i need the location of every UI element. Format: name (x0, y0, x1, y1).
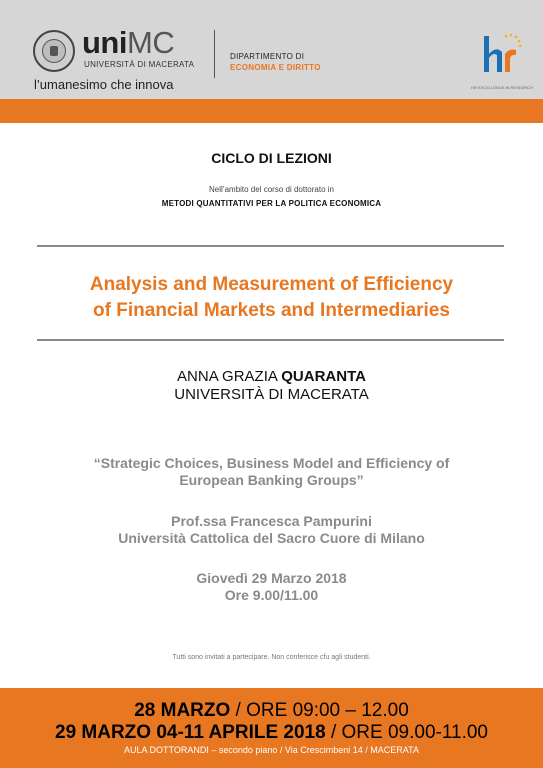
speaker-first-name: ANNA GRAZIA (177, 368, 278, 385)
header-banner (0, 0, 543, 99)
speaker-name (0, 368, 543, 385)
logo-bold-part: uni (82, 25, 127, 60)
program-name: METODI QUANTITATIVI PER LA POLITICA ECONOMICA (161, 199, 382, 208)
department-label: DIPARTIMENTO DI (230, 52, 305, 61)
divider-top (37, 245, 504, 247)
unimc-logo (82, 27, 174, 59)
guest-talk-title-line2: European Banking Groups” (179, 472, 364, 488)
series-heading: CICLO DI LEZIONI (211, 150, 332, 166)
guest-speaker-name: Prof.ssa Francesca Pampurini (171, 513, 372, 529)
schedule-line1-time: / ORE 09:00 – 12.00 (230, 700, 409, 721)
seal-figure (50, 46, 58, 56)
invitation-note: Tutti sono invitati a partecipare. Non conferisce cfu agli studenti. (172, 654, 371, 661)
department-name: ECONOMIA E DIRITTO (230, 63, 321, 72)
guest-talk-time: Ore 9.00/11.00 (224, 587, 319, 603)
hr-excellence-logo-icon (476, 30, 526, 78)
venue-text: AULA DOTTORANDI – secondo piano / Via Crescimbeni 14 / MACERATA (124, 745, 419, 755)
schedule-line1 (0, 700, 543, 722)
schedule-line1-date: 28 MARZO (134, 700, 231, 721)
guest-talk-date: Giovedì 29 Marzo 2018 (196, 570, 347, 586)
guest-talk-title-line1: “Strategic Choices, Business Model and Efficiency of (93, 455, 450, 471)
speaker-last-name: QUARANTA (281, 368, 366, 385)
schedule-line2-dates: 29 MARZO 04-11 APRILE 2018 (55, 722, 326, 743)
speaker-affiliation: UNIVERSITÀ DI MACERATA (174, 386, 369, 403)
schedule-line2-time: / ORE 09.00-11.00 (325, 722, 488, 743)
university-seal-icon (33, 30, 75, 72)
context-text: Nell’ambito del corso di dottorato in (209, 185, 334, 194)
header-divider (214, 30, 215, 78)
lecture-title-line1: Analysis and Measurement of Efficiency (89, 274, 454, 295)
schedule-line2 (0, 722, 543, 744)
logo-light-part: MC (127, 25, 175, 60)
divider-bottom (37, 339, 504, 341)
hr-caption: HR EXCELLENCE IN RESEARCH (471, 85, 533, 90)
university-name: UNIVERSITÀ DI MACERATA (84, 60, 195, 69)
tagline: l’umanesimo che innova (34, 77, 174, 92)
guest-speaker-affiliation: Università Cattolica del Sacro Cuore di Milano (118, 530, 425, 546)
accent-bar-top (0, 99, 543, 123)
lecture-title-line2: of Financial Markets and Intermediaries (93, 300, 450, 321)
